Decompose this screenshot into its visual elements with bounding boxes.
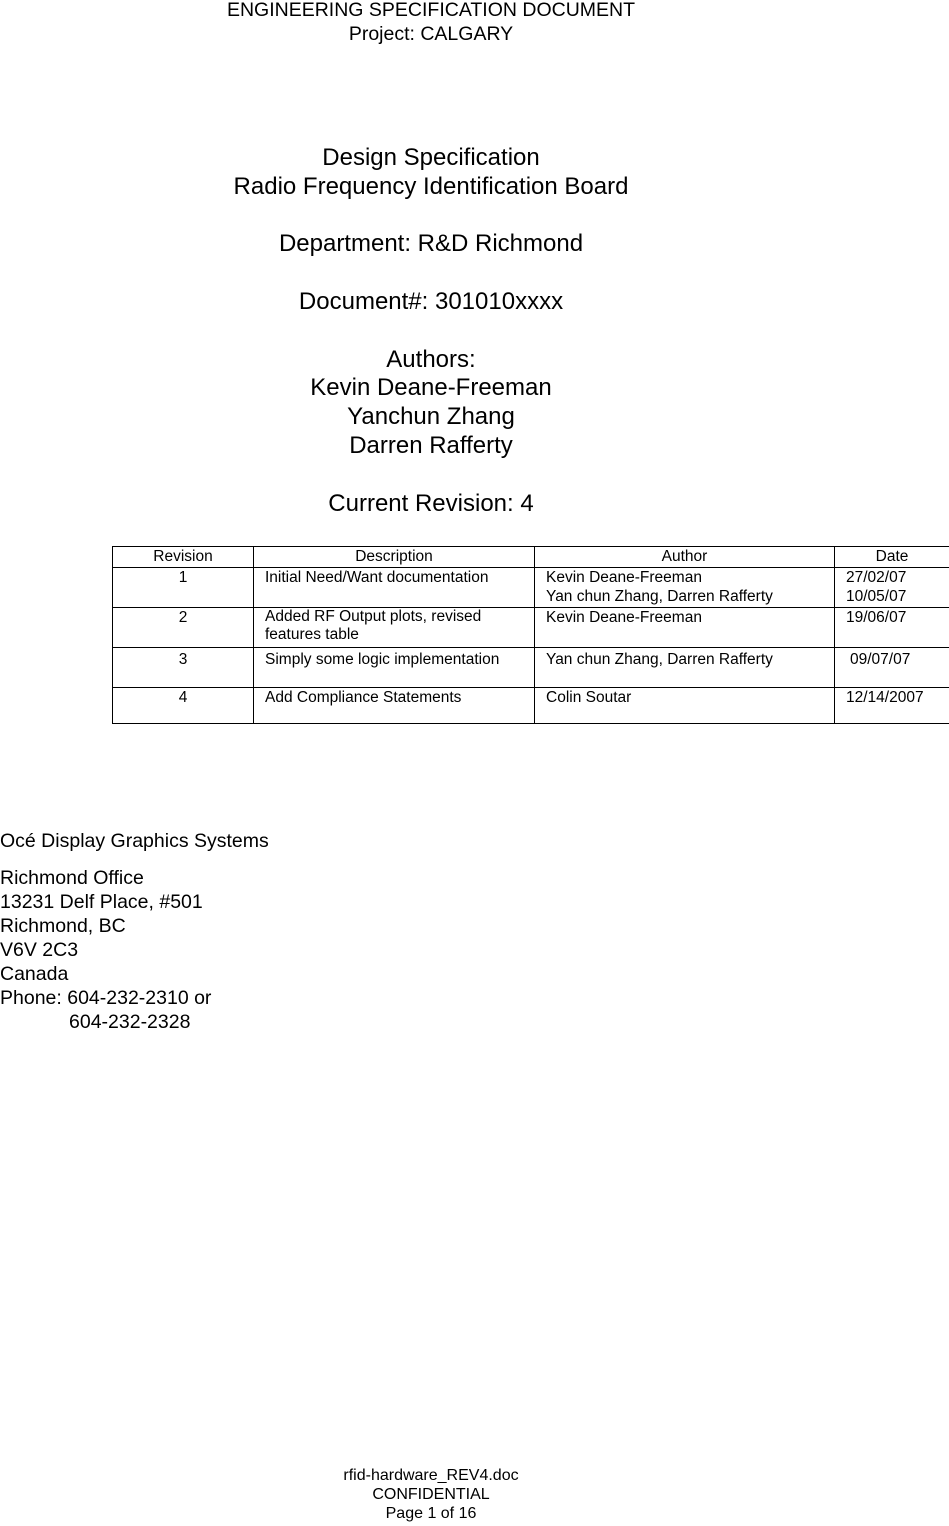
country: Canada	[0, 963, 69, 985]
page-footer	[0, 1466, 862, 1523]
author-name: Yanchun Zhang	[347, 403, 515, 431]
revision-cell: 1	[113, 568, 254, 608]
revision-cell: 4	[113, 688, 254, 724]
date-cell: 12/14/2007	[835, 688, 949, 724]
date-line: 27/02/07	[846, 569, 907, 586]
author-cell: Kevin Deane-Freeman	[535, 608, 835, 648]
author-cell: Colin Soutar	[535, 688, 835, 724]
authors-label: Authors:	[386, 345, 476, 373]
author-cell: Yan chun Zhang, Darren Rafferty	[535, 648, 835, 688]
footer-confidential: CONFIDENTIAL	[372, 1486, 490, 1503]
table-row	[113, 568, 949, 608]
document-type-heading: ENGINEERING SPECIFICATION DOCUMENT	[226, 0, 636, 21]
description-cell: Add Compliance Statements	[254, 688, 535, 724]
table-row	[113, 688, 949, 724]
revision-cell: 3	[113, 648, 254, 688]
table-header-row	[113, 547, 949, 568]
city: Richmond, BC	[0, 915, 126, 937]
office-name: Richmond Office	[0, 867, 144, 889]
description-line: Added RF Output plots, revised	[265, 608, 482, 625]
current-revision: Current Revision: 4	[328, 489, 534, 517]
title-block	[0, 144, 862, 518]
page-header	[0, 0, 862, 46]
document-subtitle: Radio Frequency Identification Board	[233, 172, 629, 200]
author-name: Kevin Deane-Freeman	[310, 374, 552, 402]
project-name: Project: CALGARY	[348, 23, 514, 45]
document-number: Document#: 301010xxxx	[298, 287, 564, 315]
revision-history-table	[112, 546, 949, 724]
description-cell: Initial Need/Want documentation	[254, 568, 535, 608]
phone-primary: Phone: 604-232-2310 or	[0, 987, 212, 1009]
description-cell: Simply some logic implementation	[254, 648, 535, 688]
author-cell	[535, 568, 835, 608]
table-row	[113, 608, 949, 648]
column-header-description: Description	[254, 547, 535, 568]
author-line: Yan chun Zhang, Darren Rafferty	[546, 588, 773, 605]
date-cell	[835, 568, 949, 608]
column-header-date: Date	[835, 547, 949, 568]
phone-secondary: 604-232-2328	[69, 1011, 191, 1033]
company-name: Océ Display Graphics Systems	[0, 830, 269, 852]
date-cell: 19/06/07	[835, 608, 949, 648]
description-cell	[254, 608, 535, 648]
office-address	[0, 866, 211, 1034]
revision-cell: 2	[113, 608, 254, 648]
postal-code: V6V 2C3	[0, 939, 79, 961]
author-line: Kevin Deane-Freeman	[546, 569, 702, 586]
column-header-revision: Revision	[113, 547, 254, 568]
department: Department: R&D Richmond	[278, 230, 584, 258]
date-cell: 09/07/07	[835, 648, 949, 688]
column-header-author: Author	[535, 547, 835, 568]
date-line: 10/05/07	[846, 588, 907, 605]
description-line: features table	[265, 626, 359, 643]
footer-filename: rfid-hardware_REV4.doc	[343, 1467, 519, 1484]
author-name: Darren Rafferty	[349, 431, 513, 459]
street-address: 13231 Delf Place, #501	[0, 891, 203, 913]
document-title: Design Specification	[322, 144, 540, 171]
table-row	[113, 648, 949, 688]
footer-page-number: Page 1 of 16	[385, 1505, 477, 1522]
